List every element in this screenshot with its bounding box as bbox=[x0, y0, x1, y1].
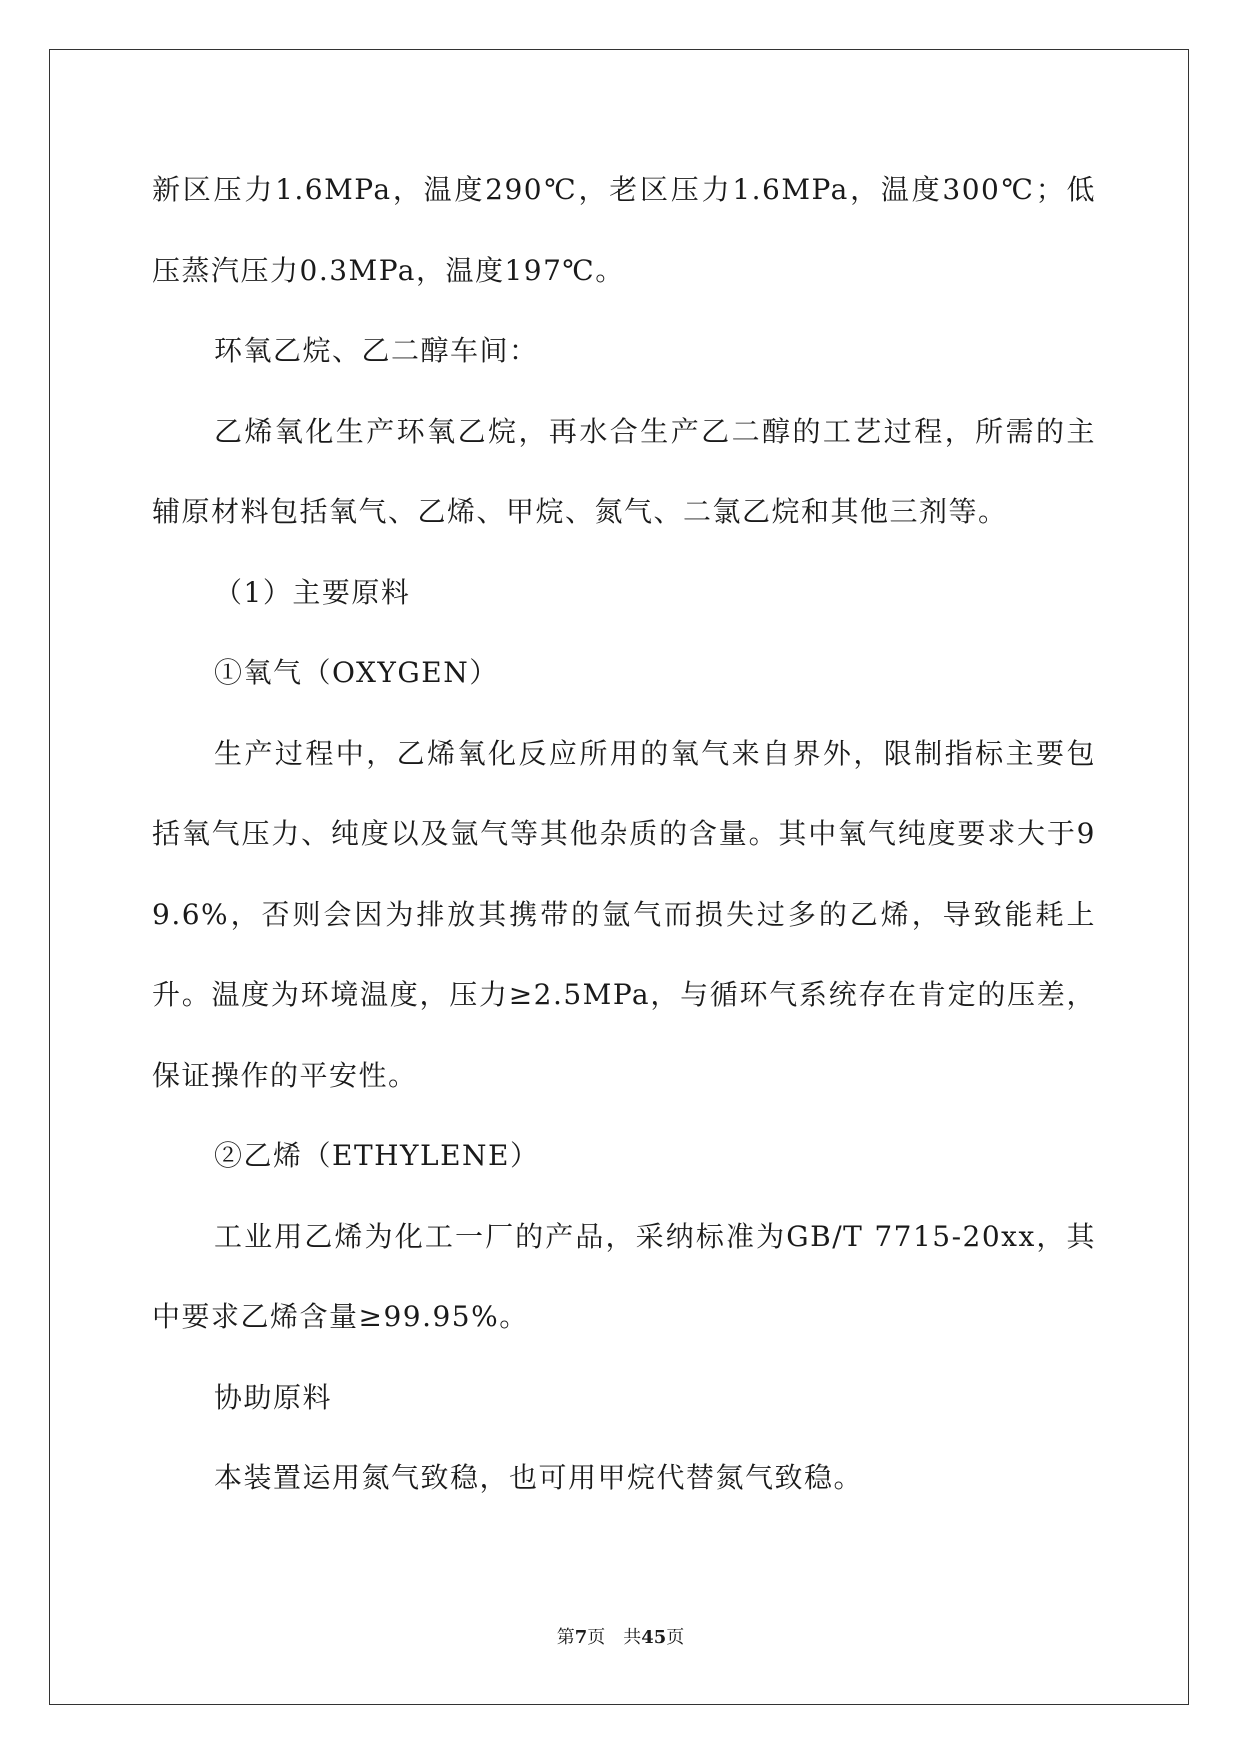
heading-oxygen: ①氧气（OXYGEN） bbox=[214, 656, 499, 689]
paragraph-ethylene-details: 工业用乙烯为化工一厂的产品，采纳标准为GB/T 7715-20xx，其中要求乙烯含量≥99.95%。 bbox=[152, 1219, 1096, 1333]
page-footer bbox=[0, 1623, 1241, 1649]
footer-page-total: 45 bbox=[641, 1627, 667, 1648]
footer-page-suffix: 页 bbox=[587, 1627, 606, 1648]
paragraph-process-description: 乙烯氧化生产环氧乙烷，再水合生产乙二醇的工艺过程，所需的主辅原材料包括氧气、乙烯、甲烷、氮气、二氯乙烷和其他三剂等。 bbox=[152, 414, 1096, 528]
footer-page-prefix: 第 bbox=[556, 1627, 575, 1648]
paragraph-pressure-temperature: 新区压力1.6MPa，温度290℃，老区压力1.6MPa，温度300℃；低压蒸汽压力0.3MPa，温度197℃。 bbox=[152, 173, 1096, 287]
paragraph-workshop-heading: 环氧乙烷、乙二醇车间： bbox=[214, 334, 539, 367]
paragraph-oxygen-details: 生产过程中，乙烯氧化反应所用的氧气来自界外，限制指标主要包括氧气压力、纯度以及氩气等其他杂质的含量。其中氧气纯度要求大于99.6%，否则会因为排放其携带的氩气而损失过多的乙烯，导致能耗上升。温度为环境温度，压力≥2.5MPa，与循环气系统存在肯定的压差，保证操作的平安性。 bbox=[152, 736, 1096, 1092]
footer-total-suffix: 页 bbox=[666, 1627, 685, 1648]
heading-main-materials: （1）主要原料 bbox=[214, 575, 411, 609]
document-body bbox=[152, 150, 1096, 1519]
footer-page-current: 7 bbox=[574, 1627, 588, 1648]
heading-ethylene: ②乙烯（ETHYLENE） bbox=[214, 1139, 540, 1172]
heading-auxiliary-materials: 协助原料 bbox=[214, 1380, 333, 1414]
paragraph-auxiliary-details: 本装置运用氮气致稳，也可用甲烷代替氮气致稳。 bbox=[214, 1461, 864, 1494]
footer-total-prefix: 共 bbox=[623, 1627, 642, 1648]
